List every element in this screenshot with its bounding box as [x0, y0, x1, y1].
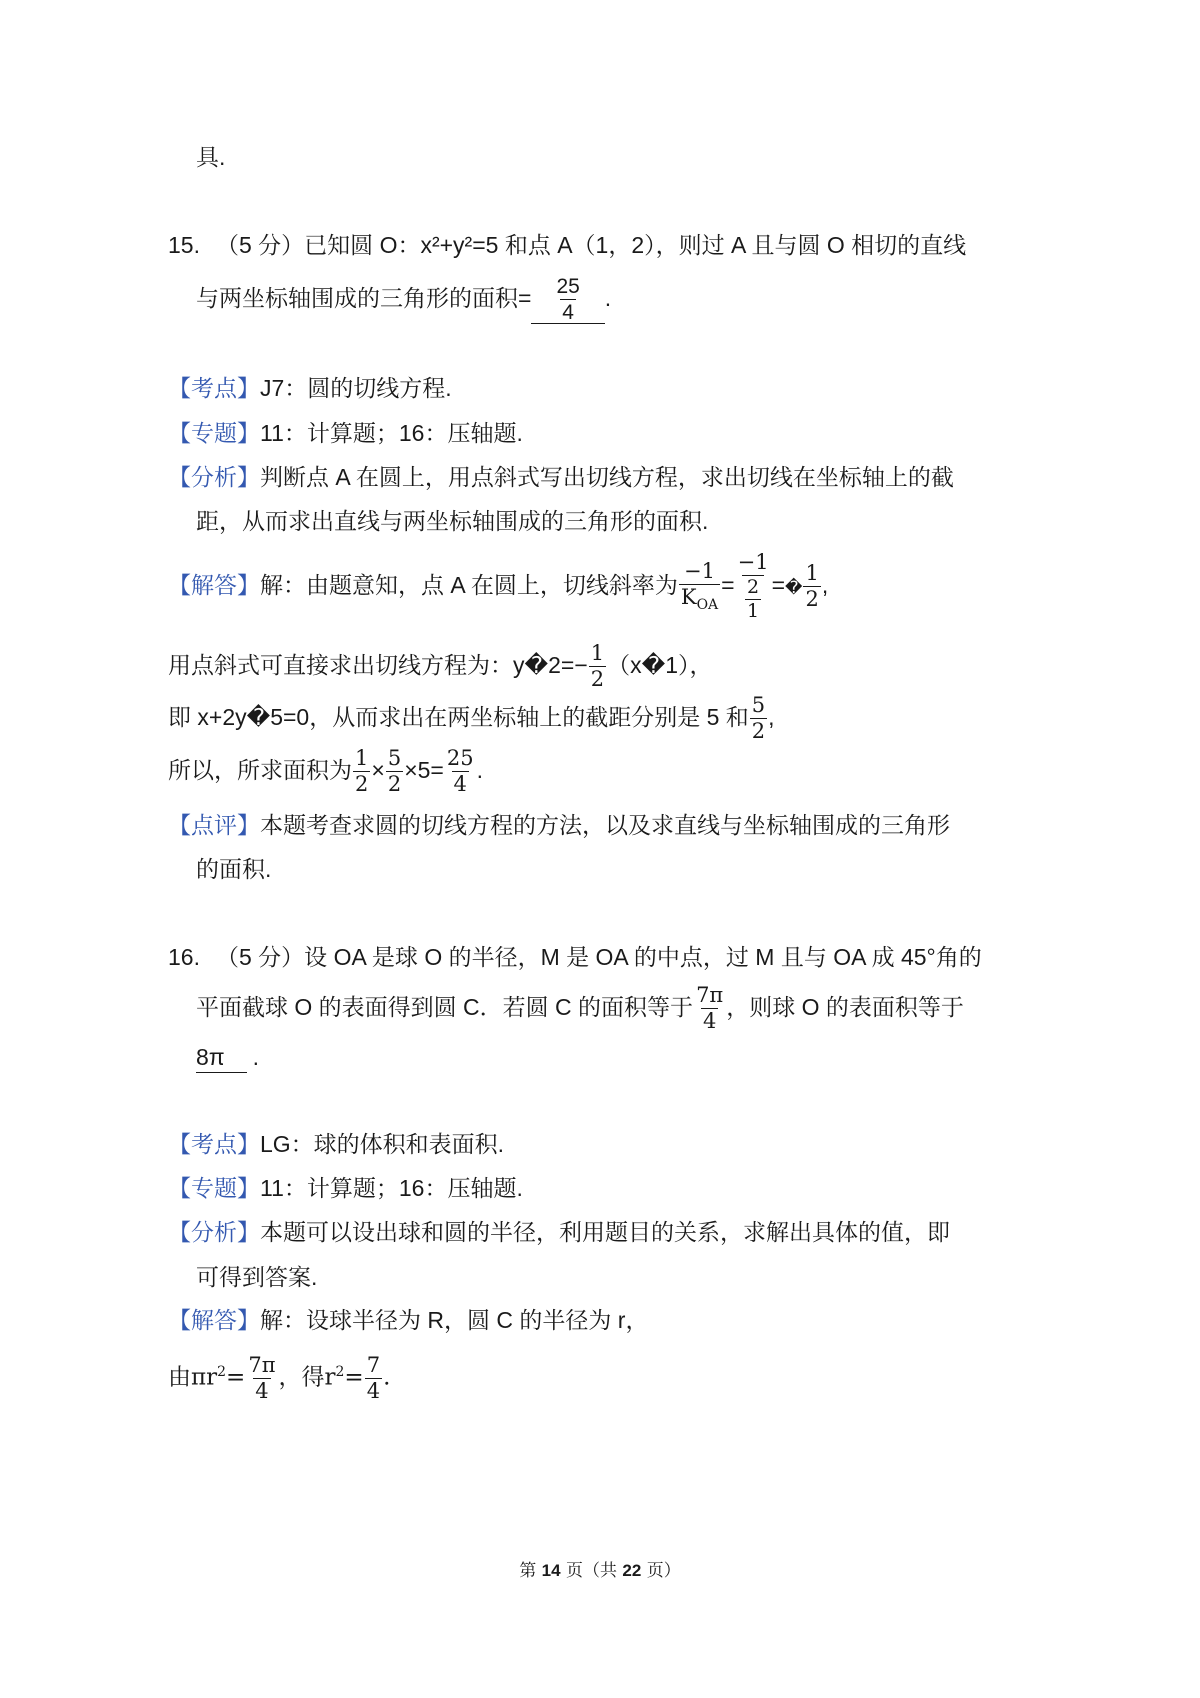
equals-sign: = — [226, 1364, 246, 1391]
equals-sign: = — [344, 1364, 364, 1391]
fenxi-text-cont: 距，从而求出直线与两坐标轴围成的三角形的面积. — [196, 508, 709, 534]
zhuanti-tag: 【专题】 — [168, 420, 260, 446]
question-number: 16. — [168, 944, 200, 970]
question-number: 15. — [168, 232, 200, 258]
dianping-text: 本题考查求圆的切线方程的方法，以及求直线与坐标轴围成的三角形 — [260, 812, 950, 838]
answer-text: 8π — [196, 1044, 225, 1070]
zhuanti-line — [168, 1173, 523, 1203]
fraction-numerator: 7 — [366, 1353, 381, 1378]
fraction — [445, 748, 476, 795]
zhuanti-tag: 【专题】 — [168, 1175, 260, 1201]
jieda-text: 所以，所求面积为 — [168, 757, 352, 783]
jieda-text: 由πr — [168, 1364, 218, 1391]
fraction-denominator: 2 — [805, 587, 819, 612]
question-stem-line: （5 分）已知圆 O：x²+y²=5 和点 A（1，2），则过 A 且与圆 O 相切的直线 — [216, 232, 967, 258]
slope-fraction — [679, 561, 720, 612]
k-symbol: K — [680, 585, 697, 610]
kaodian-line — [168, 373, 452, 403]
dianping-text-cont: 的面积. — [196, 856, 272, 882]
fraction-denominator — [679, 584, 720, 612]
fraction — [589, 643, 606, 690]
fraction-denominator: 1 — [747, 600, 760, 623]
kaodian-tag: 【考点】 — [168, 375, 260, 401]
fenxi-text: 判断点 A 在圆上，用点斜式写出切线方程，求出切线在坐标轴上的截 — [260, 464, 954, 490]
continued-text: 具. — [196, 144, 226, 170]
fenxi-tag: 【分析】 — [168, 464, 260, 490]
fraction-numerator: 25 — [446, 746, 474, 771]
minus-sign: − — [574, 652, 588, 678]
fraction-denominator: 4 — [562, 301, 574, 325]
jieda-tag: 【解答】 — [168, 572, 260, 598]
times-sign: × — [371, 757, 385, 783]
answer-line — [196, 1042, 259, 1073]
question-stem-line — [196, 276, 611, 324]
footer-text: 页（共 — [560, 1561, 623, 1581]
zhuanti-text: 11：计算题；16：压轴题. — [260, 1175, 523, 1201]
answer-blank — [531, 276, 604, 324]
fraction-numerator: 25 — [556, 275, 580, 299]
kaodian-line — [168, 1129, 504, 1159]
compound-fraction — [736, 552, 771, 621]
question-stem-line — [196, 982, 964, 1032]
fraction-numerator: −1 — [684, 559, 715, 584]
jieda-text: （x�1）， — [607, 652, 713, 678]
fraction — [694, 985, 725, 1032]
fraction-denominator: 2 — [751, 719, 766, 744]
punctuation: , — [768, 704, 775, 730]
dianping-tag: 【点评】 — [168, 812, 260, 838]
jieda-line — [168, 552, 828, 621]
jieda-text: 解：设球半径为 R，圆 C 的半径为 r， — [260, 1307, 649, 1333]
fraction-numerator: 1 — [590, 641, 605, 666]
equals-sign: = — [721, 572, 735, 598]
jieda-text: 5= — [417, 757, 444, 783]
punctuation: , — [821, 572, 829, 598]
footer-text: 第 — [519, 1561, 542, 1581]
jieda-text: 解：由题意知，点 A 在圆上，切线斜率为 — [260, 572, 678, 598]
zhuanti-text: 11：计算题；16：压轴题. — [260, 420, 523, 446]
fraction-denominator — [742, 575, 764, 621]
stem-text: 与两坐标轴围成的三角形的面积= — [196, 285, 532, 311]
punctuation: . — [383, 1364, 391, 1391]
punctuation: . — [476, 757, 483, 783]
k-subscript: OA — [696, 597, 719, 614]
fraction — [353, 748, 370, 795]
fraction-denominator: 2 — [355, 772, 369, 797]
fraction-denominator: 4 — [702, 1009, 717, 1034]
times-sign: × — [404, 757, 418, 783]
fenxi-line — [168, 1217, 950, 1247]
fraction-numerator: 7π — [696, 983, 724, 1008]
superscript: 2 — [217, 1364, 227, 1380]
jieda-text: 用点斜式可直接求出切线方程为：y�2= — [168, 652, 575, 678]
superscript: 2 — [335, 1364, 345, 1380]
fraction-denominator: 2 — [590, 667, 605, 692]
fraction — [386, 748, 403, 795]
fraction-denominator: 2 — [387, 772, 402, 797]
footer-text: 页） — [641, 1561, 681, 1581]
jieda-tag: 【解答】 — [168, 1307, 260, 1333]
zhuanti-line — [168, 418, 523, 448]
punctuation: . — [252, 1044, 260, 1070]
fraction-denominator: 4 — [366, 1379, 381, 1404]
stem-text: 平面截球 O 的表面得到圆 C．若圆 C 的面积等于 — [196, 994, 694, 1020]
stem-text: ，则球 O 的表面积等于 — [726, 994, 964, 1020]
fraction-denominator: 4 — [255, 1379, 269, 1404]
answer-fraction — [554, 276, 581, 323]
fraction-numerator: 5 — [387, 746, 402, 771]
jieda-text: ，得r — [278, 1364, 336, 1391]
total-pages: 22 — [622, 1561, 642, 1580]
jieda-line — [168, 745, 483, 795]
answer-blank — [196, 1042, 247, 1073]
fraction-denominator: 4 — [453, 772, 467, 797]
fraction-numerator: 1 — [355, 746, 369, 771]
kaodian-text: LG：球的体积和表面积. — [260, 1131, 505, 1157]
fraction — [246, 1355, 277, 1402]
missing-glyph: � — [785, 578, 803, 597]
fraction-numerator: −1 — [737, 550, 769, 575]
fenxi-line — [168, 462, 954, 492]
page-number: 14 — [541, 1561, 561, 1580]
fraction-numerator: 2 — [747, 576, 760, 599]
equals-sign: = — [771, 572, 785, 598]
fraction-numerator: 1 — [805, 561, 819, 586]
fenxi-text-cont: 可得到答案. — [196, 1264, 318, 1290]
stem-text: . — [604, 285, 612, 311]
jieda-line — [168, 1346, 390, 1404]
question-stem-line: （5 分）设 OA 是球 O 的半径，M 是 OA 的中点，过 M 且与 OA 成 45°角的 — [216, 944, 982, 970]
kaodian-text: J7：圆的切线方程. — [260, 375, 452, 401]
fraction-numerator: 5 — [751, 693, 766, 718]
jieda-line — [168, 640, 713, 690]
kaodian-tag: 【考点】 — [168, 1131, 260, 1157]
inner-fraction — [745, 578, 761, 621]
page-footer — [0, 1556, 1200, 1581]
fraction — [365, 1355, 382, 1402]
fenxi-tag: 【分析】 — [168, 1219, 260, 1245]
fenxi-text: 本题可以设出球和圆的半径，利用题目的关系，求解出具体的值，即 — [260, 1219, 950, 1245]
slope-result-fraction — [803, 563, 820, 610]
dianping-line — [168, 810, 950, 840]
jieda-line — [168, 692, 775, 742]
fraction — [750, 695, 767, 742]
jieda-text: 即 x+2y�5=0，从而求出在两坐标轴上的截距分别是 5 和 — [168, 704, 749, 730]
jieda-line — [168, 1305, 648, 1335]
fraction-numerator: 7π — [248, 1353, 276, 1378]
